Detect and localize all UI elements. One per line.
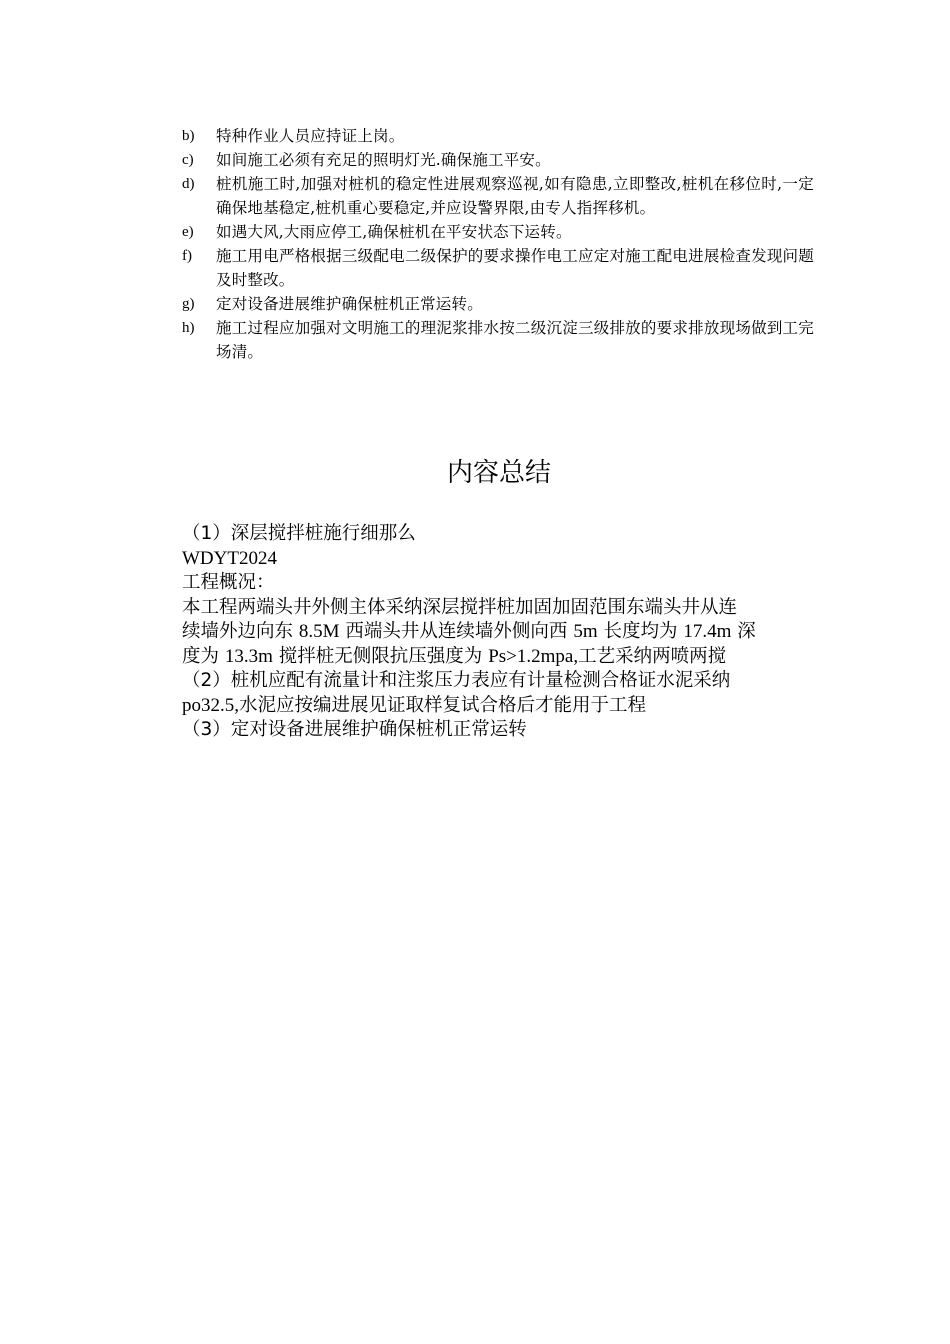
list-marker: g) <box>182 296 195 312</box>
list-marker: c) <box>182 152 194 168</box>
list-item <box>182 292 814 316</box>
overview-text-line <box>182 596 812 621</box>
list-item-text: 施工过程应加强对文明施工的理泥浆排水按二级沉淀三级排放的要求排放现场做到工完场清。 <box>216 319 814 361</box>
document-code: WDYT2024 <box>182 547 277 569</box>
text-run: 长度均为 <box>597 621 684 642</box>
list-item-text: 桩机施工时,加强对桩机的稳定性进展观察巡视,如有隐患,立即整改,桩机在移位时,一定确保地基稳定,桩机重心要稳定,并应设警界限,由专人指挥移机。 <box>216 175 814 217</box>
text-run: 13.3m <box>224 645 273 667</box>
list-marker: d) <box>182 176 195 192</box>
text-run: 水泥应按编进展见证取样复试合格后才能用于工程 <box>239 694 647 716</box>
text-run: Ps>1.2mpa, <box>488 645 579 667</box>
overview-text-line <box>182 620 812 645</box>
list-item-text: 施工用电严格根据三级配电二级保护的要求操作电工应定对施工配电进展检查发现问题及时整改。 <box>216 247 814 289</box>
list-marker: h) <box>182 320 195 336</box>
list-item <box>182 124 814 148</box>
list-item <box>182 148 814 172</box>
list-marker: f) <box>182 248 192 264</box>
list-item-text: 定对设备进展维护确保桩机正常运转。 <box>216 295 483 313</box>
overview-text-line <box>182 645 812 670</box>
text-run: 本工程两端头井外侧主体采纳深层搅拌桩加固加固范围东端头井从连 <box>182 596 738 618</box>
summary-point-3-line: （3）定对设备进展维护确保桩机正常运转 <box>182 719 527 740</box>
list-item-text: 特种作业人员应持证上岗。 <box>216 127 405 145</box>
summary-section <box>182 522 812 743</box>
list-item <box>182 220 814 244</box>
text-run: 5m <box>573 621 598 642</box>
text-run: 8.5M <box>298 621 340 642</box>
text-run: 搅拌桩无侧限抗压强度为 <box>272 645 489 667</box>
text-run: po32.5, <box>182 694 239 716</box>
list-marker: e) <box>182 224 194 240</box>
text-run: 深 <box>731 621 756 642</box>
summary-point-2-line <box>182 694 812 719</box>
list-item <box>182 172 814 220</box>
list-item <box>182 316 814 364</box>
list-item-text: 如遇大风,大雨应停工,确保桩机在平安状态下运转。 <box>216 223 572 241</box>
list-item-text: 如间施工必须有充足的照明灯光.确保施工平安。 <box>216 151 551 169</box>
summary-point-2-line: （2）桩机应配有流量计和注浆压力表应有计量检测合格证水泥采纳 <box>182 670 731 691</box>
text-run: 17.4m <box>683 621 732 642</box>
overview-label: 工程概况： <box>182 572 275 593</box>
summary-heading: 内容总结 <box>446 458 551 488</box>
text-run: 工艺采纳两喷两搅 <box>578 645 727 667</box>
text-run: 西端头井从连续墙外侧向西 <box>339 621 574 642</box>
safety-list <box>182 124 814 364</box>
text-run: 度为 <box>182 645 225 667</box>
list-item <box>182 244 814 292</box>
text-run: 续墙外边向东 <box>182 621 299 642</box>
summary-title-line: （1）深层搅拌桩施行细那么 <box>182 523 416 544</box>
list-marker: b) <box>182 128 195 144</box>
